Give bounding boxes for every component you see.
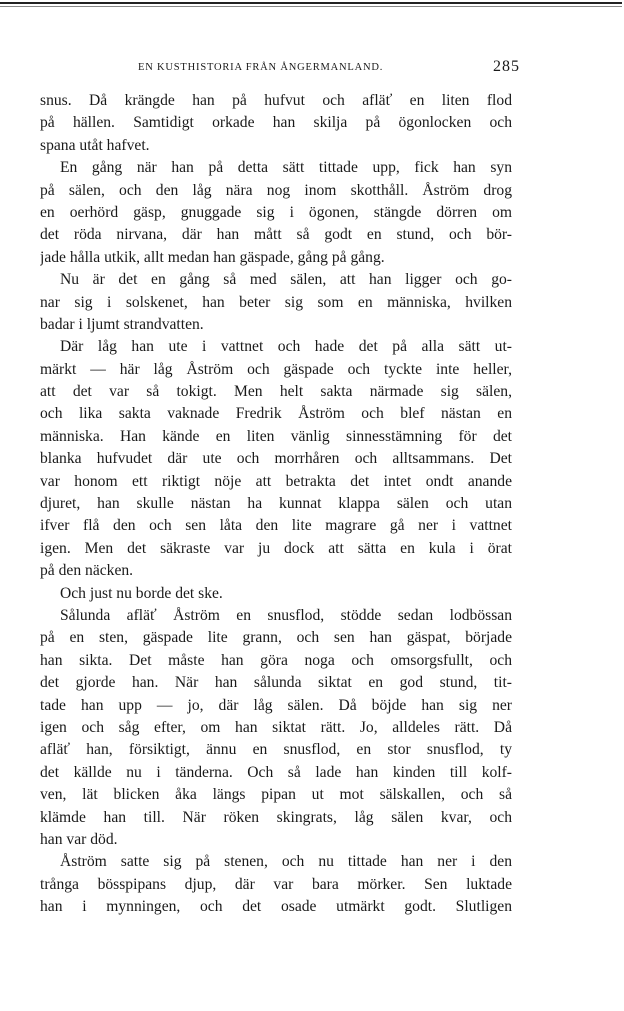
text-line: igen och såg efter, om han siktat rätt. Jo, alldeles rätt. Då (40, 718, 512, 736)
text-line: på sälen, och den låg nära nog inom skotthåll. Åström drog (40, 181, 512, 199)
text-line: Sålunda afläť Åström en snusflod, stödde sedan lodbössan (60, 606, 512, 624)
text-line: Och just nu borde det ske. (60, 584, 223, 602)
text-line: klämde han till. När röken skingrats, låg sälen kvar, och (40, 808, 512, 826)
text-line: jade hålla utkik, allt medan han gäspade, gång på gång. (40, 248, 385, 266)
text-line: afläť han, försiktigt, ännu en snusflod, en stor snusflod, ty (40, 741, 512, 759)
text-line: på den näcken. (40, 562, 134, 580)
text-line: människa. Han kände en liten vänlig sinnesstämning för det (40, 427, 512, 445)
text-line: det röda nirvana, där han mått så godt en stund, och bör- (40, 226, 512, 244)
top-border-rule (0, 2, 622, 4)
text-line: snus. Då krängde han på hufvut och afläť en liten flod (40, 92, 512, 109)
text-line: märkt — här låg Åström och gäspade och tyckte inte heller, (40, 360, 512, 378)
text-line: spana utåt hafvet. (40, 136, 150, 154)
text-line: blanka hufvudet där ute och morrhåren och alltsammans. Det (40, 450, 512, 468)
text-line: ven, lät blicken åka längs pipan ut mot sälskallen, och så (40, 786, 512, 804)
text-line: ifver flå den och sen låta den lite magrare gå ner i vattnet (40, 517, 512, 535)
text-line: på hällen. Samtidigt orkade han skilja på ögonlocken och (40, 114, 512, 132)
page-number: 285 (493, 58, 520, 75)
running-head (40, 60, 520, 80)
text-line: En gång när han på detta sätt tittade upp, fick han syn (60, 159, 512, 177)
text-line: på en sten, gäspade lite grann, och sen han gäspat, började (40, 629, 512, 647)
text-line: en oerhörd gäsp, gnuggade sig i ögonen, stängde dörren om (40, 203, 512, 221)
text-line: och lika sakta vaknade Fredrik Åström och blef nästan en (40, 405, 512, 423)
text-line: igen. Men det säkraste var ju dock att sätta en kula i örat (40, 539, 512, 557)
text-line: nar sig i solskenet, han beter sig som en människa, hvilken (40, 293, 512, 311)
running-title: EN KUSTHISTORIA FRÅN ÅNGERMANLAND. (138, 62, 384, 73)
text-line: tade han upp — jo, där låg sälen. Då böjde han sig ner (40, 696, 512, 714)
text-line: trånga bösspipans djup, där var bara mörker. Sen luktade (40, 875, 512, 893)
text-line: det källde nu i tänderna. Och så lade han kinden till kolf- (40, 763, 512, 781)
text-line: han i mynningen, och det osade utmärkt godt. Slutligen (40, 898, 512, 916)
text-line: var honom ett riktigt nöje att betrakta det intet ondt anande (40, 472, 512, 490)
text-line: badar i ljumt strandvatten. (40, 315, 204, 333)
text-line: att det var så tokigt. Men helt sakta närmade sig sälen, (40, 383, 512, 401)
text-line: han sikta. Det måste han göra noga och omsorgsfullt, och (40, 651, 512, 669)
text-line: Nu är det en gång så med sälen, att han ligger och go- (60, 271, 512, 289)
text-line: Åström satte sig på stenen, och nu tittade han ner i den (60, 853, 512, 871)
text-line: han var död. (40, 830, 118, 848)
top-border-rule-thin (0, 6, 622, 7)
text-line: det gjorde han. När han sålunda siktat en god stund, tit- (40, 674, 512, 692)
body-text (40, 90, 512, 918)
text-line: djuret, han skulle nästan ha kunnat klappa sälen och utan (40, 495, 512, 513)
text-line: Där låg han ute i vattnet och hade det på alla sätt ut- (60, 338, 512, 356)
